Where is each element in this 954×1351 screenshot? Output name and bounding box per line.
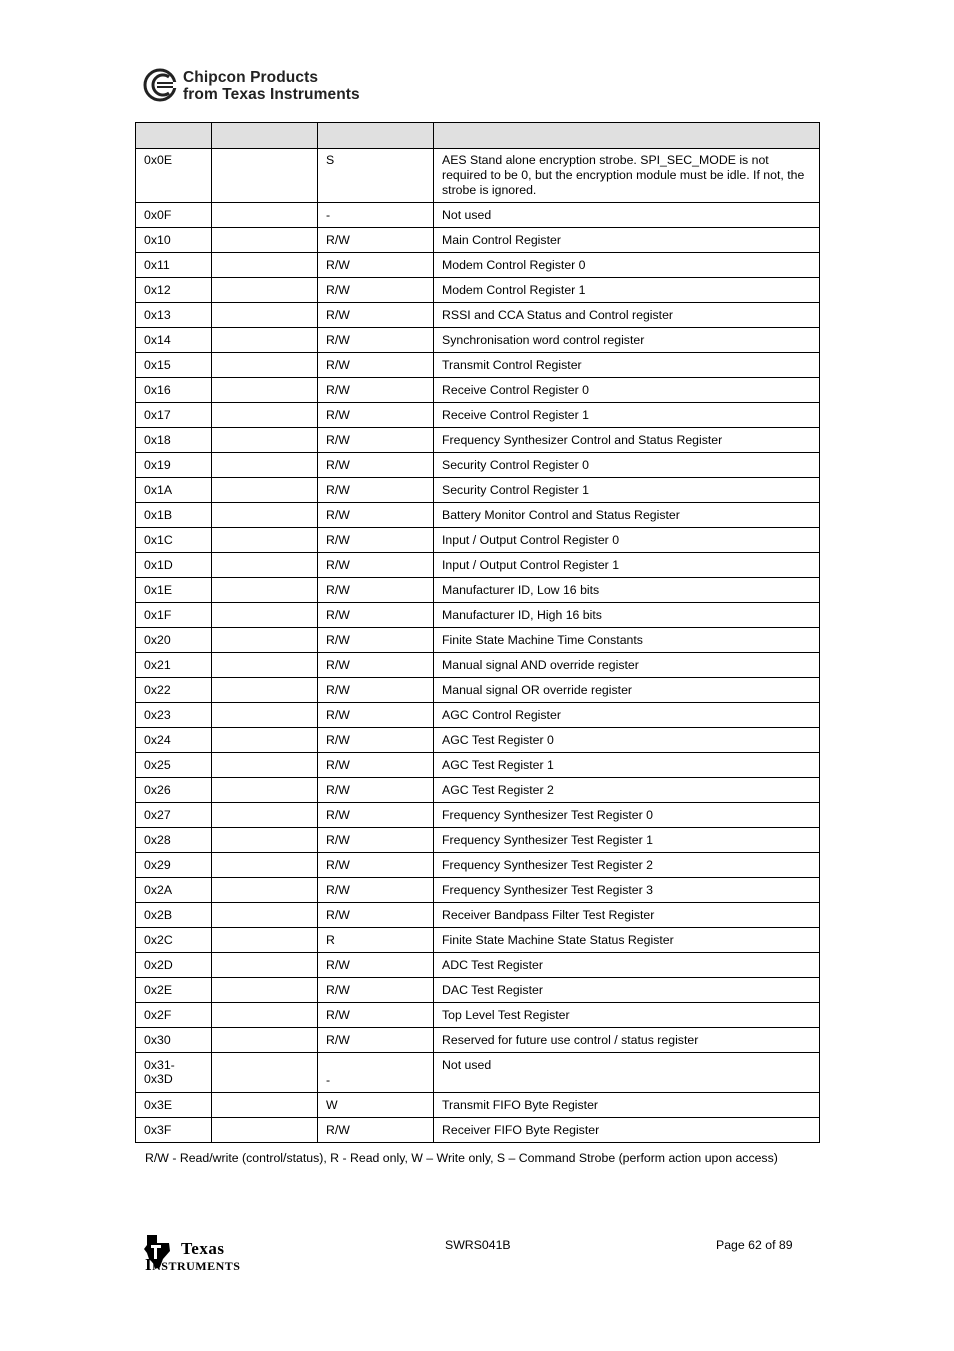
- cell-description: Finite State Machine State Status Register: [434, 928, 820, 953]
- cell-description: Frequency Synthesizer Test Register 1: [434, 828, 820, 853]
- cell-address: 0x23: [136, 703, 212, 728]
- page-number: Page 62 of 89: [716, 1238, 793, 1252]
- cell-name: [212, 828, 318, 853]
- cell-address: 0x31- 0x3D: [136, 1053, 212, 1093]
- cell-address: 0x2C: [136, 928, 212, 953]
- cell-name: [212, 453, 318, 478]
- cell-description: Manufacturer ID, High 16 bits: [434, 603, 820, 628]
- table-row: [136, 303, 820, 328]
- cell-access: R/W: [318, 378, 434, 403]
- table-row: [136, 149, 820, 203]
- cell-description: Not used: [434, 1053, 820, 1093]
- cell-name: [212, 703, 318, 728]
- table-row: [136, 1093, 820, 1118]
- ti-logo-line2: Instruments: [145, 1255, 241, 1274]
- table-row: [136, 778, 820, 803]
- cell-access: R/W: [318, 328, 434, 353]
- cell-name: [212, 928, 318, 953]
- cell-name: [212, 1053, 318, 1093]
- cell-name: [212, 1118, 318, 1143]
- cell-description: Not used: [434, 203, 820, 228]
- cell-access: R/W: [318, 1028, 434, 1053]
- cell-access: -: [318, 203, 434, 228]
- table-row: [136, 1003, 820, 1028]
- cell-name: [212, 603, 318, 628]
- cell-name: [212, 1093, 318, 1118]
- cell-description: Battery Monitor Control and Status Register: [434, 503, 820, 528]
- cell-address: 0x13: [136, 303, 212, 328]
- cell-description: Frequency Synthesizer Test Register 3: [434, 878, 820, 903]
- cell-access: R/W: [318, 553, 434, 578]
- header-cell-name: [212, 123, 318, 149]
- table-row: [136, 1118, 820, 1143]
- cell-address: 0x30: [136, 1028, 212, 1053]
- table-row: [136, 628, 820, 653]
- cell-description: Receive Control Register 1: [434, 403, 820, 428]
- cell-name: [212, 678, 318, 703]
- cell-name: [212, 803, 318, 828]
- cell-access: R/W: [318, 578, 434, 603]
- cell-name: [212, 903, 318, 928]
- cell-access: R/W: [318, 803, 434, 828]
- cell-name: [212, 778, 318, 803]
- table-row: [136, 1028, 820, 1053]
- cell-description: Manual signal AND override register: [434, 653, 820, 678]
- cell-description: AGC Test Register 0: [434, 728, 820, 753]
- cell-address: 0x1C: [136, 528, 212, 553]
- cell-description: ADC Test Register: [434, 953, 820, 978]
- cell-description: Frequency Synthesizer Control and Status Register: [434, 428, 820, 453]
- cell-address: 0x1A: [136, 478, 212, 503]
- register-table-body: [136, 149, 820, 1143]
- cell-name: [212, 228, 318, 253]
- cell-name: [212, 403, 318, 428]
- access-legend-footnote: R/W - Read/write (control/status), R - Read only, W – Write only, S – Command Strobe (perform action upon access): [145, 1151, 778, 1165]
- cell-access: R/W: [318, 403, 434, 428]
- table-row: [136, 1053, 820, 1093]
- cell-name: [212, 353, 318, 378]
- cell-description: Top Level Test Register: [434, 1003, 820, 1028]
- cell-address: 0x3F: [136, 1118, 212, 1143]
- cell-description: Main Control Register: [434, 228, 820, 253]
- cell-address: 0x29: [136, 853, 212, 878]
- cell-description: Reserved for future use control / status register: [434, 1028, 820, 1053]
- cell-access: R/W: [318, 428, 434, 453]
- cell-name: [212, 278, 318, 303]
- cell-description: Frequency Synthesizer Test Register 2: [434, 853, 820, 878]
- cell-access: R/W: [318, 603, 434, 628]
- cell-description: Receive Control Register 0: [434, 378, 820, 403]
- cell-description: Modem Control Register 1: [434, 278, 820, 303]
- cell-address: 0x18: [136, 428, 212, 453]
- cell-access: R/W: [318, 703, 434, 728]
- cell-description: AGC Test Register 2: [434, 778, 820, 803]
- cell-address: 0x21: [136, 653, 212, 678]
- cell-address: 0x26: [136, 778, 212, 803]
- company-line2: from Texas Instruments: [183, 86, 360, 103]
- cell-access: R/W: [318, 903, 434, 928]
- cell-address: 0x11: [136, 253, 212, 278]
- cell-address: 0x3E: [136, 1093, 212, 1118]
- table-row: [136, 703, 820, 728]
- table-row: [136, 253, 820, 278]
- table-row: [136, 953, 820, 978]
- company-line1: Chipcon Products: [183, 69, 319, 86]
- cell-description: AES Stand alone encryption strobe. SPI_SEC_MODE is not required to be 0, but the encryption module must be idle. If not, the strobe is ignored.: [434, 149, 820, 203]
- table-row: [136, 728, 820, 753]
- cell-name: [212, 853, 318, 878]
- cell-access: R/W: [318, 653, 434, 678]
- table-row: [136, 753, 820, 778]
- cell-name: [212, 203, 318, 228]
- cell-access: R/W: [318, 303, 434, 328]
- cell-description: RSSI and CCA Status and Control register: [434, 303, 820, 328]
- cell-access: W: [318, 1093, 434, 1118]
- cell-description: Security Control Register 1: [434, 478, 820, 503]
- cell-access: S: [318, 149, 434, 203]
- cell-description: Receiver FIFO Byte Register: [434, 1118, 820, 1143]
- cell-name: [212, 1003, 318, 1028]
- cell-name: [212, 328, 318, 353]
- ti-logo-line1: Texas: [181, 1239, 225, 1258]
- table-row: [136, 203, 820, 228]
- cell-access: R/W: [318, 253, 434, 278]
- cell-access: R/W: [318, 828, 434, 853]
- cell-address: 0x20: [136, 628, 212, 653]
- table-row: [136, 503, 820, 528]
- cell-name: [212, 478, 318, 503]
- cell-address: 0x16: [136, 378, 212, 403]
- cell-description: AGC Test Register 1: [434, 753, 820, 778]
- cell-access: R/W: [318, 1118, 434, 1143]
- cell-access: R/W: [318, 678, 434, 703]
- table-row: [136, 553, 820, 578]
- cell-access: R/W: [318, 353, 434, 378]
- cell-name: [212, 503, 318, 528]
- cell-access: R/W: [318, 1003, 434, 1028]
- table-row: [136, 653, 820, 678]
- table-row: [136, 528, 820, 553]
- cell-description: Input / Output Control Register 1: [434, 553, 820, 578]
- table-row: [136, 978, 820, 1003]
- cell-address: 0x2A: [136, 878, 212, 903]
- cell-address: 0x10: [136, 228, 212, 253]
- cell-name: [212, 553, 318, 578]
- table-row: [136, 478, 820, 503]
- table-row: [136, 828, 820, 853]
- cell-name: [212, 253, 318, 278]
- cell-name: [212, 653, 318, 678]
- table-row: [136, 903, 820, 928]
- cell-description: Manufacturer ID, Low 16 bits: [434, 578, 820, 603]
- cell-access: R/W: [318, 478, 434, 503]
- cell-access: R/W: [318, 278, 434, 303]
- cell-address: 0x2B: [136, 903, 212, 928]
- table-row: [136, 928, 820, 953]
- cell-address: 0x2D: [136, 953, 212, 978]
- cell-name: [212, 428, 318, 453]
- table-row: [136, 428, 820, 453]
- cell-address: 0x27: [136, 803, 212, 828]
- cell-name: [212, 753, 318, 778]
- document-id: SWRS041B: [445, 1238, 511, 1252]
- header-cell-description: [434, 123, 820, 149]
- table-row: [136, 603, 820, 628]
- table-row: [136, 578, 820, 603]
- cell-description: Synchronisation word control register: [434, 328, 820, 353]
- cell-name: [212, 528, 318, 553]
- cell-name: [212, 878, 318, 903]
- cell-address: 0x2F: [136, 1003, 212, 1028]
- texas-instruments-logo: [143, 1233, 263, 1275]
- cell-access: R/W: [318, 978, 434, 1003]
- cell-description: Transmit FIFO Byte Register: [434, 1093, 820, 1118]
- cell-access: R/W: [318, 853, 434, 878]
- cell-access: R/W: [318, 778, 434, 803]
- cell-description: DAC Test Register: [434, 978, 820, 1003]
- table-row: [136, 853, 820, 878]
- cell-access: R: [318, 928, 434, 953]
- cell-address: 0x1F: [136, 603, 212, 628]
- cell-description: Manual signal OR override register: [434, 678, 820, 703]
- cell-address: 0x25: [136, 753, 212, 778]
- cell-address: 0x14: [136, 328, 212, 353]
- cell-description: AGC Control Register: [434, 703, 820, 728]
- cell-name: [212, 628, 318, 653]
- cell-name: [212, 578, 318, 603]
- header-cell-address: [136, 123, 212, 149]
- cell-address: 0x17: [136, 403, 212, 428]
- cell-address: 0x1B: [136, 503, 212, 528]
- chipcon-logo-text: [183, 69, 360, 103]
- table-row: [136, 328, 820, 353]
- cell-address: 0x15: [136, 353, 212, 378]
- chipcon-logo-icon: [143, 67, 179, 103]
- table-row: [136, 228, 820, 253]
- cell-access: R/W: [318, 453, 434, 478]
- cell-description: Finite State Machine Time Constants: [434, 628, 820, 653]
- cell-name: [212, 1028, 318, 1053]
- cell-description: Transmit Control Register: [434, 353, 820, 378]
- cell-description: Security Control Register 0: [434, 453, 820, 478]
- cell-name: [212, 978, 318, 1003]
- cell-access: R/W: [318, 503, 434, 528]
- cell-access: R/W: [318, 228, 434, 253]
- header-cell-access: [318, 123, 434, 149]
- table-row: [136, 403, 820, 428]
- cell-address: 0x0E: [136, 149, 212, 203]
- table-header-row: [136, 123, 820, 149]
- ti-logo-text: [145, 1239, 241, 1274]
- table-row: [136, 803, 820, 828]
- cell-address: 0x28: [136, 828, 212, 853]
- chipcon-logo: [143, 67, 383, 103]
- table-row: [136, 678, 820, 703]
- cell-access: R/W: [318, 728, 434, 753]
- table-row: [136, 353, 820, 378]
- cell-access: R/W: [318, 878, 434, 903]
- cell-access: R/W: [318, 528, 434, 553]
- cell-access: R/W: [318, 628, 434, 653]
- cell-access: R/W: [318, 753, 434, 778]
- cell-description: Input / Output Control Register 0: [434, 528, 820, 553]
- cell-name: [212, 953, 318, 978]
- table-row: [136, 453, 820, 478]
- cell-address: 0x24: [136, 728, 212, 753]
- table-row: [136, 878, 820, 903]
- cell-description: Frequency Synthesizer Test Register 0: [434, 803, 820, 828]
- cell-name: [212, 378, 318, 403]
- cell-address: 0x12: [136, 278, 212, 303]
- cell-name: [212, 149, 318, 203]
- cell-address: 0x2E: [136, 978, 212, 1003]
- register-table: [135, 122, 820, 1143]
- cell-description: Receiver Bandpass Filter Test Register: [434, 903, 820, 928]
- cell-description: Modem Control Register 0: [434, 253, 820, 278]
- table-row: [136, 278, 820, 303]
- cell-name: [212, 728, 318, 753]
- cell-address: 0x1D: [136, 553, 212, 578]
- cell-address: 0x22: [136, 678, 212, 703]
- cell-access: -: [318, 1053, 434, 1093]
- cell-access: R/W: [318, 953, 434, 978]
- cell-name: [212, 303, 318, 328]
- table-row: [136, 378, 820, 403]
- cell-address: 0x19: [136, 453, 212, 478]
- cell-address: 0x0F: [136, 203, 212, 228]
- cell-address: 0x1E: [136, 578, 212, 603]
